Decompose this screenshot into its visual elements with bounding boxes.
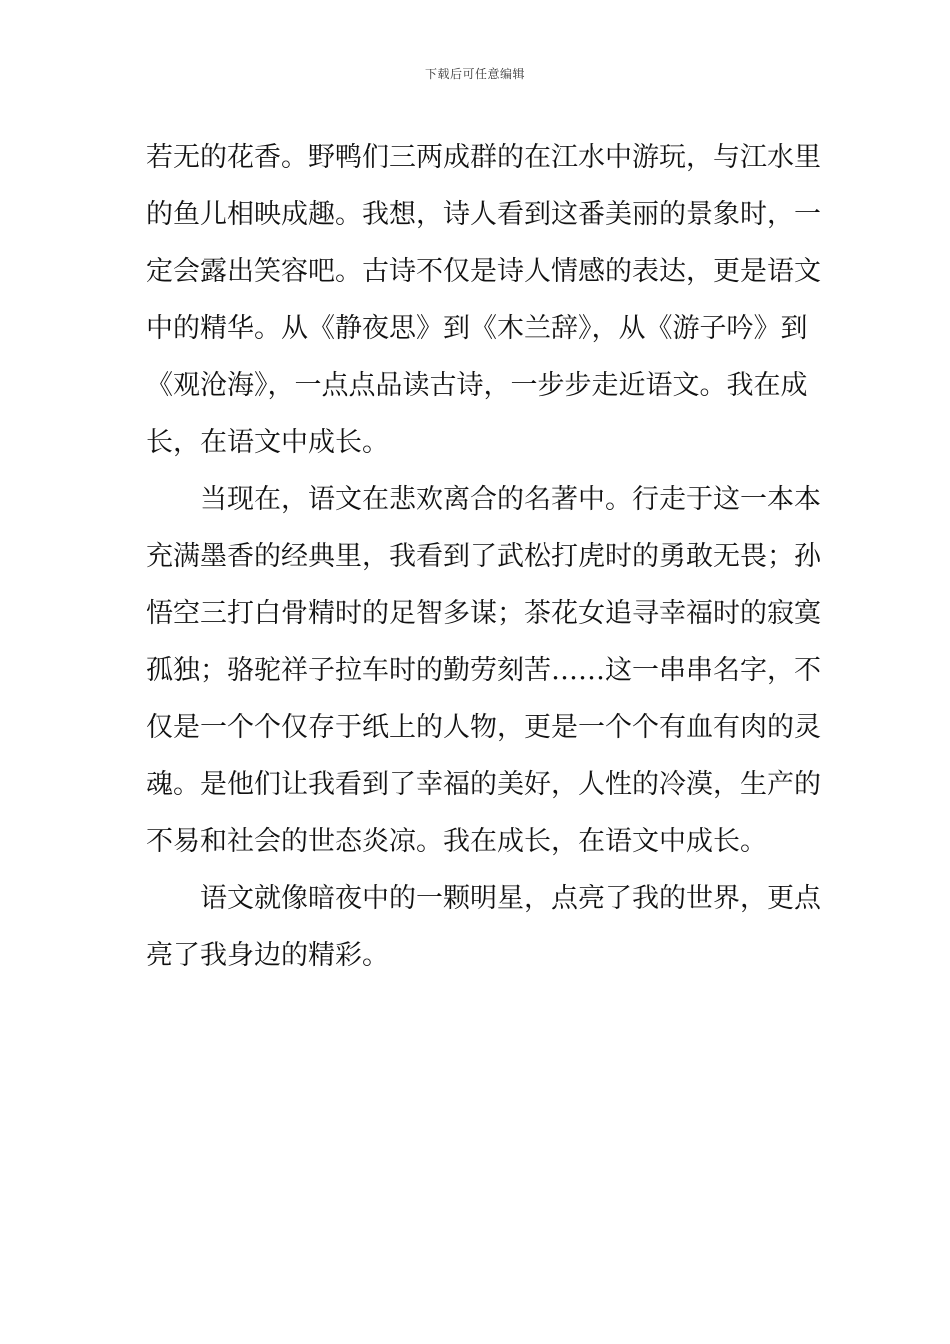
text-line: 定会露出笑容吧。古诗不仅是诗人情感的表达，更是语文 bbox=[146, 256, 821, 287]
text-line: 魂。是他们让我看到了幸福的美好，人性的冷漠，生产的 bbox=[146, 769, 821, 800]
text-line: 悟空三打白骨精时的足智多谋；茶花女追寻幸福时的寂寞 bbox=[146, 598, 821, 629]
page-header: 下载后可任意编辑 bbox=[424, 67, 525, 81]
text-line: 长，在语文中成长。 bbox=[146, 427, 389, 458]
text-line: 不易和社会的世态炎凉。我在成长，在语文中成长。 bbox=[146, 826, 767, 857]
text-line: 的鱼儿相映成趣。我想，诗人看到这番美丽的景象时，一 bbox=[146, 199, 821, 230]
text-line: 亮了我身边的精彩。 bbox=[146, 940, 389, 971]
text-line: 孤独；骆驼祥子拉车时的勤劳刻苦……这一串串名字，不 bbox=[146, 655, 821, 686]
paragraph-classic-novels bbox=[146, 471, 821, 870]
paragraph-conclusion bbox=[146, 870, 821, 984]
text-line: 若无的花香。野鸭们三两成群的在江水中游玩，与江水里 bbox=[146, 142, 821, 173]
document-body bbox=[146, 129, 821, 984]
text-line: 当现在，语文在悲欢离合的名著中。行走于这一本本 bbox=[200, 484, 821, 515]
text-line: 《观沧海》，一点点品读古诗，一步步走近语文。我在成 bbox=[146, 370, 808, 401]
text-line: 充满墨香的经典里，我看到了武松打虎时的勇敢无畏；孙 bbox=[146, 541, 821, 572]
paragraph-classical-poems bbox=[146, 129, 821, 471]
text-line: 中的精华。从《静夜思》到《木兰辞》，从《游子吟》到 bbox=[146, 313, 808, 344]
text-line: 语文就像暗夜中的一颗明星，点亮了我的世界，更点 bbox=[200, 883, 821, 914]
text-line: 仅是一个个仅存于纸上的人物，更是一个个有血有肉的灵 bbox=[146, 712, 821, 743]
